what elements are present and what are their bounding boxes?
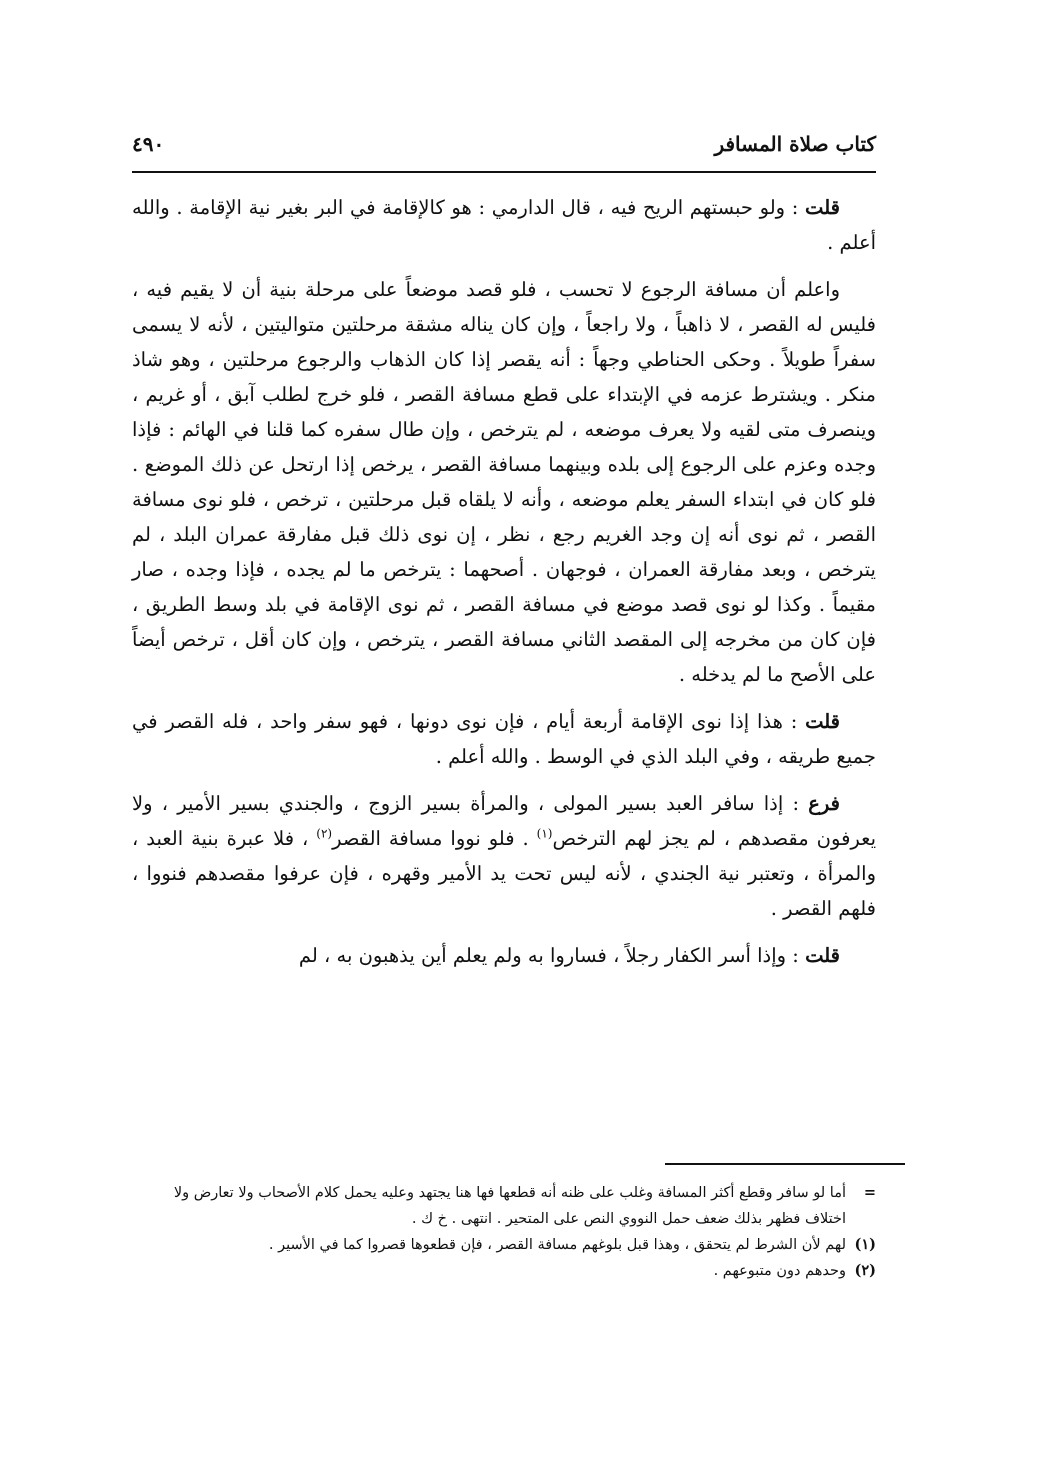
paragraph-text: : ولو حبستهم الريح فيه ، قال الدارمي : هو كالإقامة في البر بغير نية الإقامة . والله أعلم . — [132, 196, 876, 254]
footnote — [132, 1180, 876, 1232]
paragraph — [132, 786, 876, 926]
footnote-ref[interactable]: (٢) — [316, 826, 333, 841]
paragraph-text: واعلم أن مسافة الرجوع لا تحسب ، فلو قصد موضعاً على مرحلة بنية أن لا يقيم فيه ، فليس له القصر ، لا ذاهباً ، ولا راجعاً ، وإن كان يناله مشقة مرحلتين متواليتين ، لأنه لا يسمى سفراً طويلاً . وحكى الحناطي وجهاً : أنه يقصر إذا كان الذهاب والرجوع مرحلتين ، وهو شاذ منكر . ويشترط عزمه في الإبتداء على قطع مسافة القصر ، فلو خرج لطلب آبق ، أو غريم ، وينصرف متى لقيه ولا يعرف موضعه ، لم يترخص ، وإن طال سفره كما قلنا في الهائم : فإذا وجده وعزم على الرجوع إلى بلده وبينهما مسافة القصر ، يرخص إذا ارتحل عن ذلك الموضع . فلو كان في ابتداء السفر يعلم موضعه ، وأنه لا يلقاه قبل مرحلتين ، ترخص ، فلو نوى مسافة القصر ، ثم نوى أنه إن وجد الغريم رجع ، نظر ، إن نوى ذلك قبل مفارقة عمران البلد ، لم يترخص ، وبعد مفارقة العمران ، فوجهان . أصحهما : يترخص ما لم يجده ، فإذا وجده ، صار مقيماً . وكذا لو نوى قصد موضع في مسافة القصر ، ثم نوى الإقامة في بلد وسط الطريق ، فإن كان من مخرجه إلى المقصد الثاني مسافة القصر ، يترخص ، وإن كان أقل ، ترخص أيضاً على الأصح ما لم يدخله . — [132, 278, 876, 686]
footnote-mark: (٢) — [854, 1262, 876, 1279]
footnote-divider — [665, 1163, 905, 1165]
footnote-ref[interactable]: (١) — [536, 826, 553, 841]
page-number: ٤٩٠ — [132, 132, 165, 156]
paragraph — [132, 190, 876, 260]
main-text — [132, 190, 876, 973]
paragraph — [132, 272, 876, 692]
paragraph-lead: قلت — [805, 196, 840, 219]
footnote — [132, 1232, 876, 1258]
paragraph-lead: قلت — [805, 710, 840, 733]
footnote-mark: = — [863, 1184, 876, 1201]
paragraph-text: : إذا سافر العبد بسير المولى ، والمرأة بسير الزوج ، والجندي بسير الأمير ، ولا يعرفون مقصدهم ، لم يجز لهم الترخص — [132, 792, 876, 850]
footnote-mark: (١) — [854, 1236, 876, 1253]
footnote-text: وحدهم دون متبوعهم . — [713, 1263, 846, 1279]
paragraph — [132, 704, 876, 774]
paragraph-text: : هذا إذا نوى الإقامة أربعة أيام ، فإن نوى دونها ، فهو سفر واحد ، فله القصر في جميع طريقه ، وفي البلد الذي في الوسط . والله أعلم . — [132, 710, 876, 768]
footnote-text: لهم لأن الشرط لم يتحقق ، وهذا قبل بلوغهم مسافة القصر ، فإن قطعوها قصروا كما في الأسير . — [268, 1237, 846, 1253]
running-header — [132, 128, 876, 168]
header-divider — [132, 171, 876, 173]
paragraph-text: : وإذا أسر الكفار رجلاً ، فساروا به ولم يعلم أين يذهبون به ، لم — [298, 944, 799, 967]
paragraph-text: ، فلا عبرة بنية العبد ، والمرأة ، وتعتبر نية الجندي ، لأنه ليس تحت يد الأمير وقهره ، فإن عرفوا مقصدهم فنووا ، فلهم القصر . — [132, 827, 876, 920]
chapter-title: كتاب صلاة المسافر — [714, 132, 876, 156]
paragraph-lead: فرع — [808, 792, 840, 815]
paragraph-lead: قلت — [805, 944, 840, 967]
paragraph — [132, 938, 876, 973]
paragraph-text: . فلو نووا مسافة القصر — [332, 827, 529, 850]
footnote-text: أما لو سافر وقطع أكثر المسافة وغلب على ظنه أنه قطعها فها هنا يجتهد وعليه يحمل كلام الأصحاب ولا تعارض ولا اختلاف فظهر بذلك ضعف حمل النووي النص على المتحير . انتهى . خ ك . — [173, 1185, 846, 1227]
footnote — [132, 1258, 876, 1284]
footnotes — [132, 1180, 876, 1284]
